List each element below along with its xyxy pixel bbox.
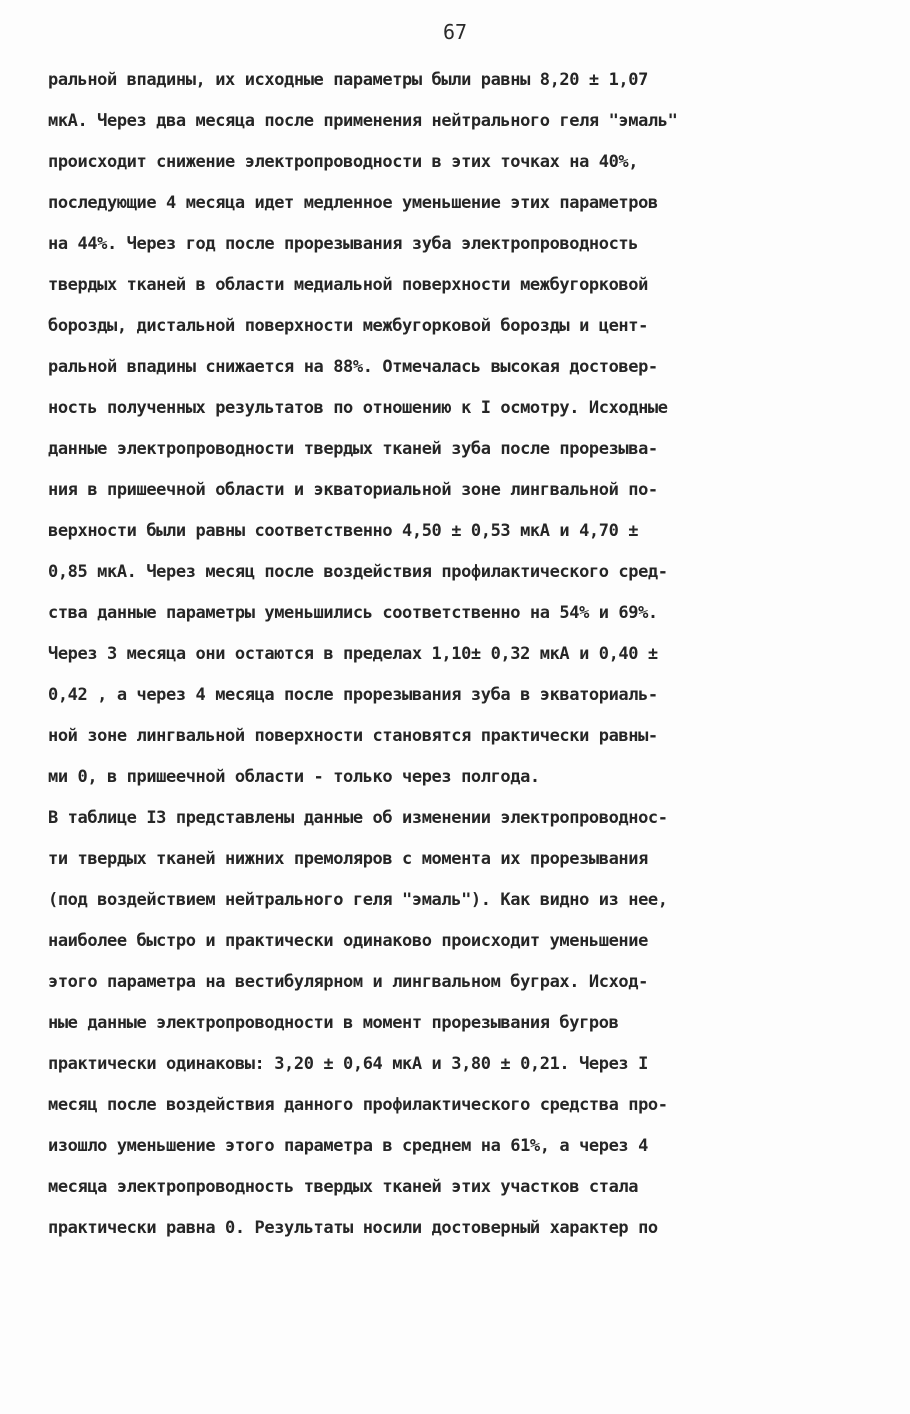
text-line: верхности были равны соответственно 4,50 ± 0,53 мкА и 4,70 ± xyxy=(48,521,639,541)
page-number: 67 xyxy=(442,20,468,44)
text-line: ми 0, в пришеечной области - только через полгода. xyxy=(48,767,540,787)
text-line: борозды, дистальной поверхности межбугорковой борозды и цент- xyxy=(48,316,648,336)
text-line: мкА. Через два месяца после применения нейтрального геля "эмаль" xyxy=(48,111,678,131)
text-line: Через 3 месяца они остаются в пределах 1,10± 0,32 мкА и 0,40 ± xyxy=(48,644,658,664)
text-line: ства данные параметры уменьшились соответственно на 54% и 69%. xyxy=(48,603,658,623)
text-line: практически одинаковы: 3,20 ± 0,64 мкА и 3,80 ± 0,21. Через I xyxy=(48,1054,648,1074)
text-line: на 44%. Через год после прорезывания зуба электропроводность xyxy=(48,234,639,254)
text-line: В таблице I3 представлены данные об изменении электропроводнос- xyxy=(48,808,668,828)
text-line: происходит снижение электропроводности в этих точках на 40%, xyxy=(48,152,639,172)
text-line: ные данные электропроводности в момент прорезывания бугров xyxy=(48,1013,619,1033)
text-line: месяца электропроводность твердых тканей этих участков стала xyxy=(48,1177,639,1197)
text-line: изошло уменьшение этого параметра в среднем на 61%, а через 4 xyxy=(48,1136,648,1156)
text-line: 0,42 , а через 4 месяца после прорезывания зуба в экваториаль- xyxy=(48,685,658,705)
text-line: практически равна 0. Результаты носили достоверный характер по xyxy=(48,1218,658,1238)
text-line: ния в пришеечной области и экваториальной зоне лингвальной по- xyxy=(48,480,658,500)
text-line: ной зоне лингвальной поверхности становятся практически равны- xyxy=(48,726,658,746)
text-line: ральной впадины, их исходные параметры были равны 8,20 ± 1,07 xyxy=(48,70,648,90)
text-line: наиболее быстро и практически одинаково происходит уменьшение xyxy=(48,931,648,951)
text-line: (под воздействием нейтрального геля "эмаль"). Как видно из нее, xyxy=(48,890,668,910)
body-text xyxy=(48,60,868,1249)
text-line: ность полученных результатов по отношению к I осмотру. Исходные xyxy=(48,398,668,418)
text-line: ральной впадины снижается на 88%. Отмечалась высокая достовер- xyxy=(48,357,658,377)
text-line: твердых тканей в области медиальной поверхности межбугорковой xyxy=(48,275,648,295)
text-line: этого параметра на вестибулярном и лингвальном буграх. Исход- xyxy=(48,972,648,992)
text-line: ти твердых тканей нижних премоляров с момента их прорезывания xyxy=(48,849,648,869)
text-line: месяц после воздействия данного профилактического средства про- xyxy=(48,1095,668,1115)
text-line: последующие 4 месяца идет медленное уменьшение этих параметров xyxy=(48,193,658,213)
text-line: 0,85 мкА. Через месяц после воздействия профилактического сред- xyxy=(48,562,668,582)
text-line: данные электропроводности твердых тканей зуба после прорезыва- xyxy=(48,439,658,459)
